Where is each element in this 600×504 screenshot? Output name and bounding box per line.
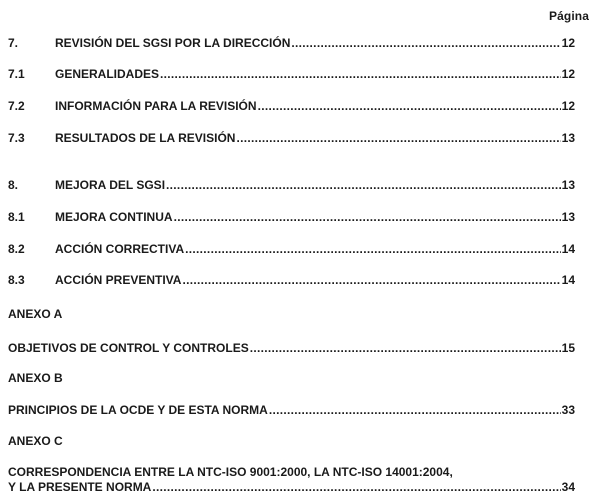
toc-entry-number: 7.3 (8, 131, 25, 145)
toc-entry-page: 14 (561, 273, 575, 287)
annex-heading: ANEXO B (8, 371, 63, 385)
toc-entry-title: OBJETIVOS DE CONTROL Y CONTROLES (8, 341, 249, 355)
dot-leader (185, 242, 561, 256)
toc-entry-title-continuation (8, 480, 575, 494)
toc-entry[interactable] (8, 242, 575, 260)
toc-entry-page: 12 (561, 99, 575, 113)
dot-leader (152, 480, 560, 494)
dot-leader (182, 273, 560, 287)
toc-entry-number: 8. (8, 178, 19, 192)
dot-leader (269, 403, 561, 417)
toc-entry-title: CORRESPONDENCIA ENTRE LA NTC-ISO 9001:2000, LA NTC-ISO 14001:2004, (8, 465, 453, 479)
toc-entry[interactable] (8, 131, 575, 149)
toc-entry-title: ACCIÓN PREVENTIVA (55, 273, 182, 287)
dot-leader (250, 341, 561, 355)
page-column-label: Página (549, 9, 589, 23)
dot-leader (160, 67, 561, 81)
toc-entry[interactable] (8, 178, 575, 196)
toc-entry-page: 13 (561, 131, 575, 145)
toc-entry-page: 12 (561, 67, 575, 81)
toc-entry[interactable] (8, 341, 575, 359)
dot-leader (166, 178, 561, 192)
toc-entry-number: 8.1 (8, 210, 25, 224)
toc-entry-page: 13 (561, 210, 575, 224)
toc-entry-title-line2: Y LA PRESENTE NORMA (8, 480, 152, 494)
dot-leader (236, 131, 560, 145)
toc-entry-number: 7.1 (8, 67, 25, 81)
toc-entry-title: PRINCIPIOS DE LA OCDE Y DE ESTA NORMA (8, 403, 268, 417)
toc-entry-title: RESULTADOS DE LA REVISIÓN (55, 131, 236, 145)
dot-leader (174, 210, 561, 224)
toc-entry-title: GENERALIDADES (55, 67, 160, 81)
dot-leader (291, 36, 560, 50)
toc-entry[interactable] (8, 465, 575, 494)
toc-entry-number: 8.3 (8, 273, 25, 287)
toc-entry-title: ACCIÓN CORRECTIVA (55, 242, 185, 256)
toc-entry[interactable] (8, 36, 575, 54)
toc-entry[interactable] (8, 403, 575, 421)
toc-entry-title: INFORMACIÓN PARA LA REVISIÓN (55, 99, 257, 113)
toc-entry-number: 7. (8, 36, 19, 50)
toc-entry-page: 34 (561, 480, 575, 494)
annex-heading: ANEXO A (8, 307, 63, 321)
toc-entry-title: MEJORA DEL SGSI (55, 178, 166, 192)
toc-entry[interactable] (8, 67, 575, 85)
toc-entry-page: 13 (561, 178, 575, 192)
toc-entry-page: 15 (561, 341, 575, 355)
toc-entry-title: REVISIÓN DEL SGSI POR LA DIRECCIÓN (55, 36, 291, 50)
toc-entry-title: MEJORA CONTINUA (55, 210, 173, 224)
toc-entry[interactable] (8, 99, 575, 117)
toc-entry[interactable] (8, 210, 575, 228)
toc-entry[interactable] (8, 273, 575, 291)
dot-leader (258, 99, 561, 113)
toc-entry-number: 8.2 (8, 242, 25, 256)
toc-entry-page: 33 (561, 403, 575, 417)
toc-entry-number: 7.2 (8, 99, 25, 113)
toc-entry-page: 12 (561, 36, 575, 50)
toc-entry-page: 14 (561, 242, 575, 256)
annex-heading: ANEXO C (8, 434, 63, 448)
